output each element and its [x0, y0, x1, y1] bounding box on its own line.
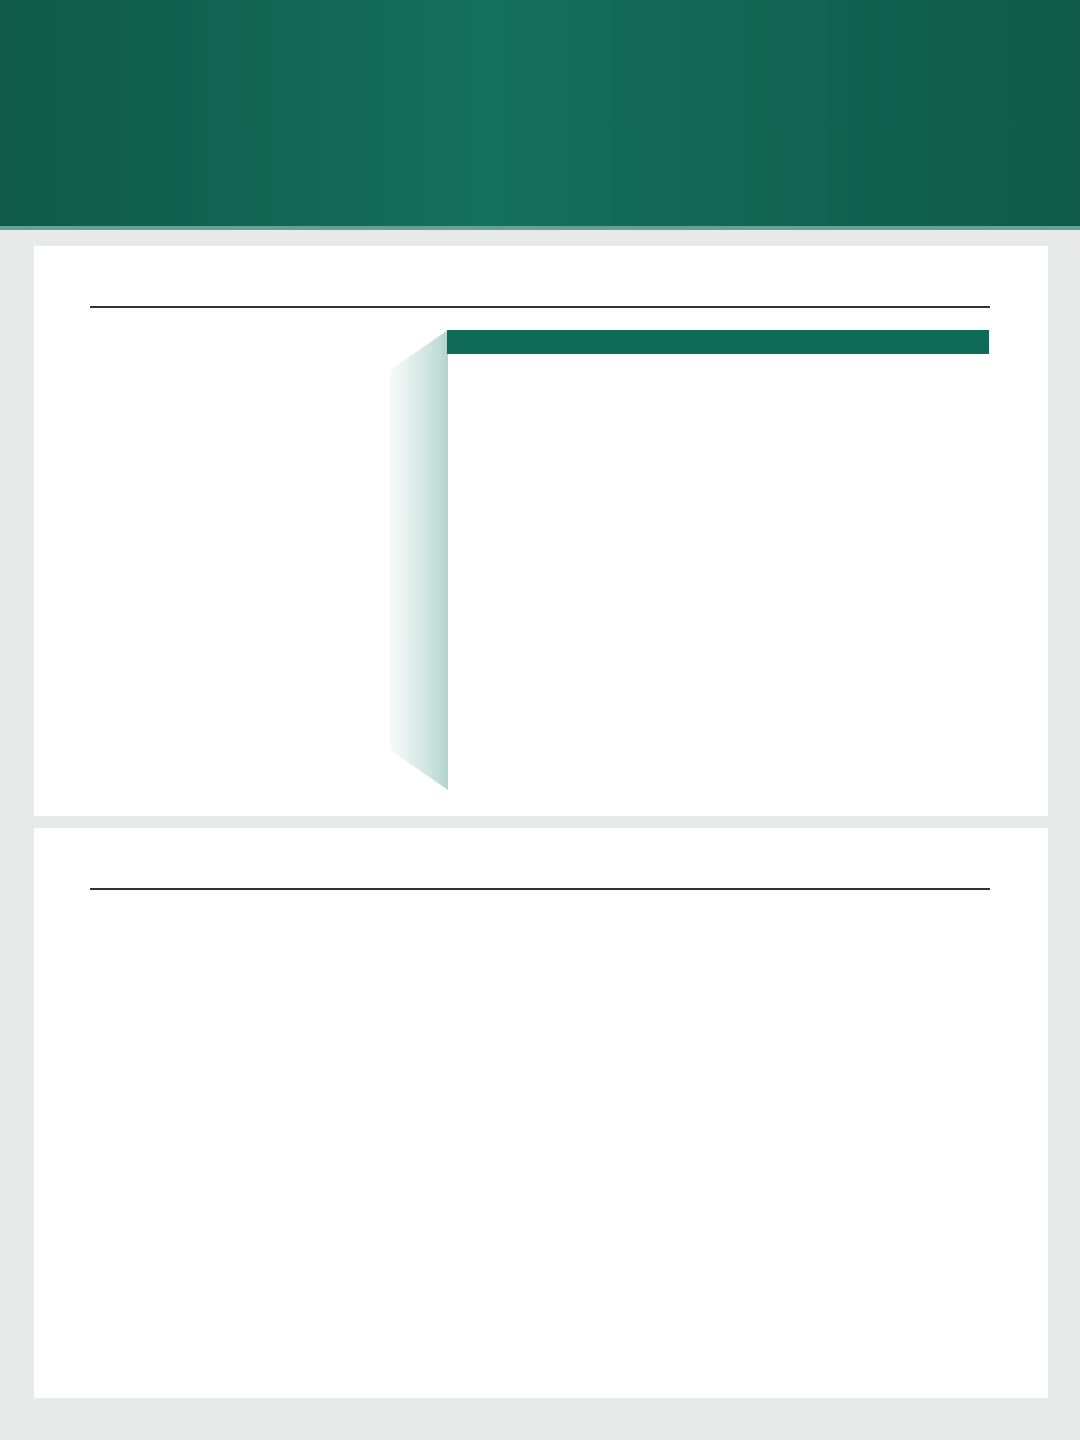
slide-q2-analysis	[34, 828, 1048, 1398]
connector-wedge	[390, 330, 448, 790]
title-rule	[90, 888, 990, 890]
col-header	[447, 330, 583, 354]
metrics-table	[447, 330, 989, 354]
slide-revenue-profit	[34, 246, 1048, 816]
col-header	[854, 330, 990, 354]
hero-banner	[0, 0, 1080, 228]
col-header	[583, 330, 719, 354]
col-header	[718, 330, 854, 354]
title-rule	[90, 306, 990, 308]
hero-divider	[0, 226, 1080, 230]
table-header	[447, 330, 989, 354]
